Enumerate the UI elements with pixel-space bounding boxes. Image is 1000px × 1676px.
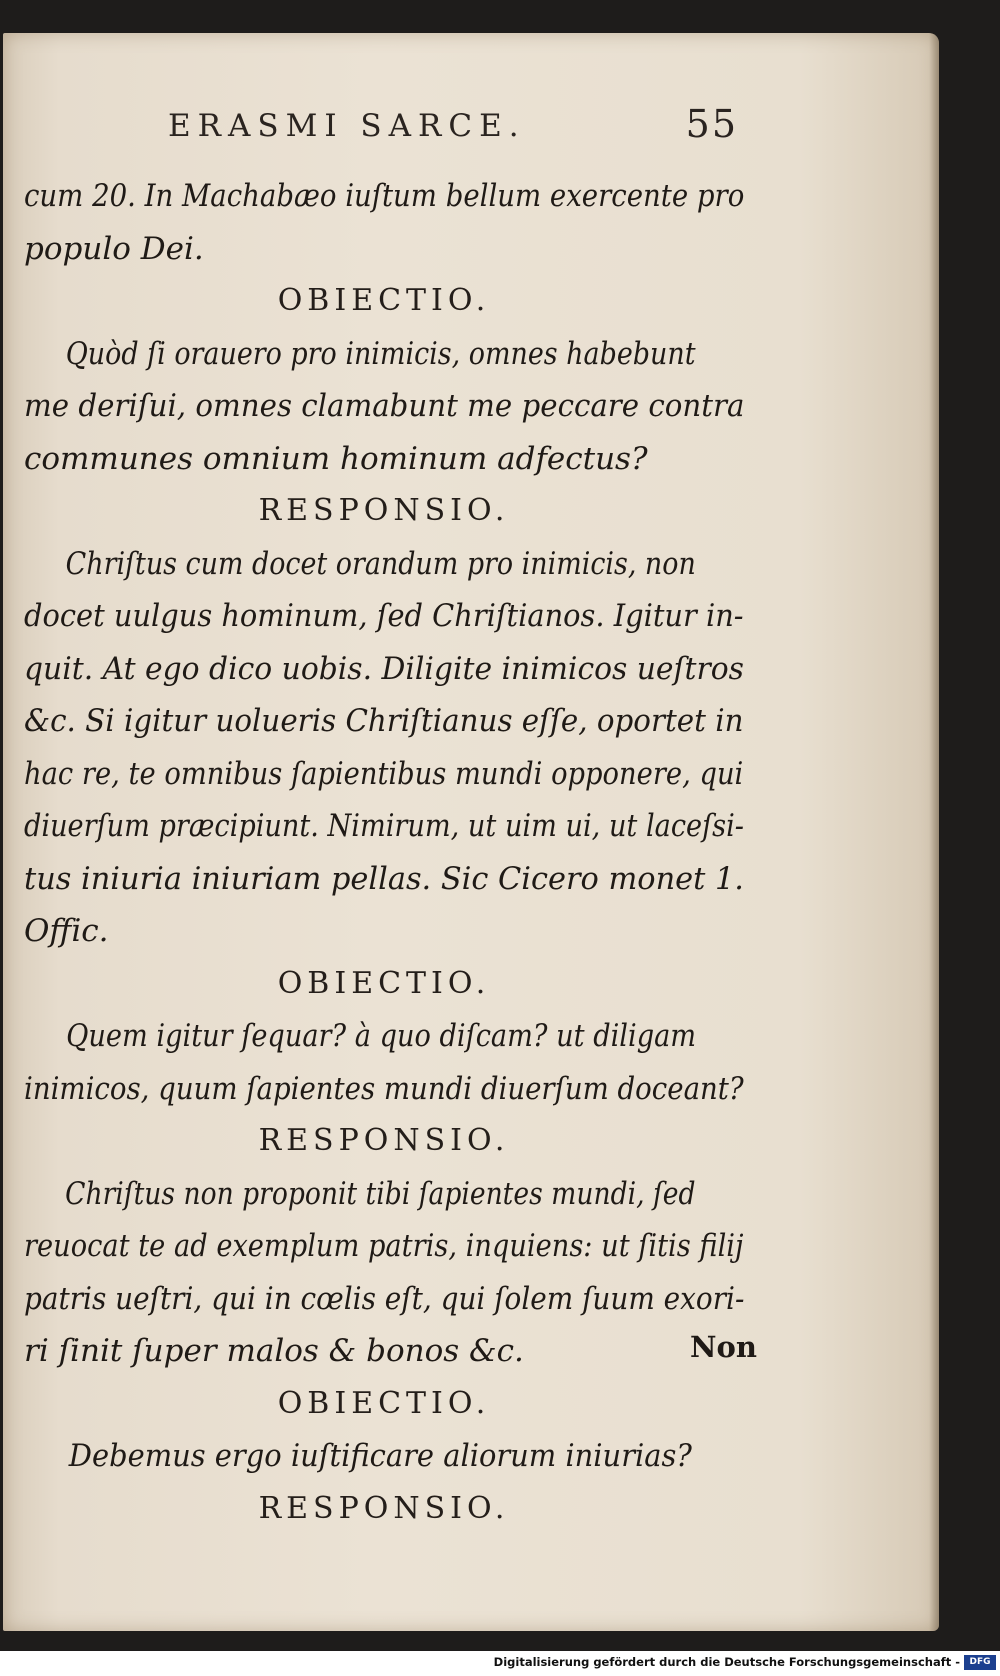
- text-line: cum 20. In Machabæo iuſtum bellum exercente pro: [24, 178, 745, 214]
- text-line: inimicos, quum ſapientes mundi diuerſum doceant?: [24, 1070, 744, 1107]
- text-line: reuocat te ad exemplum patris, inquiens: ut ſitis filij: [24, 1228, 744, 1264]
- text-line: tus iniuria iniuriam pellas. Sic Cicero monet 1.: [24, 860, 744, 897]
- text-line: diuerſum præcipiunt. Nimirum, ut uim ui, ut laceſsi-: [24, 808, 744, 844]
- text-line: Quem igitur ſequar? à quo diſcam? ut diligam: [66, 1018, 697, 1054]
- text-line: hac re, te omnibus ſapientibus mundi opponere, qui: [24, 755, 744, 792]
- section-heading: OBIECTIO.: [277, 1385, 491, 1421]
- text-line: patris ueſtri, qui in cœlis eſt, qui ſolem ſuum exori-: [24, 1280, 745, 1317]
- section-heading: RESPONSIO.: [258, 1490, 510, 1526]
- page-number: 55: [685, 102, 738, 146]
- section-heading: OBIECTIO.: [277, 965, 491, 1001]
- page-header: [168, 102, 738, 158]
- text-line: &c. Si igitur uolueris Chriſtianus eſſe, oportet in: [24, 703, 744, 739]
- text-line: Offic.: [24, 913, 109, 949]
- text-line: communes omnium hominum adfectus?: [24, 440, 648, 477]
- text-line: Chriſtus cum docet orandum pro inimicis, non: [65, 545, 696, 582]
- text-line: Quòd ſi orauero pro inimicis, omnes habebunt: [65, 335, 696, 372]
- section-heading: RESPONSIO.: [258, 1123, 510, 1158]
- text-line: populo Dei.: [24, 230, 204, 267]
- text-line: me deriſui, omnes clamabunt me peccare contra: [24, 388, 745, 424]
- section-heading: RESPONSIO.: [258, 493, 510, 528]
- running-title: ERASMI SARCE.: [168, 108, 526, 144]
- text-line: Chriſtus non proponit tibi ſapientes mundi, ſed: [65, 1175, 696, 1212]
- catchword: Non: [690, 1330, 757, 1364]
- text-line: ri ſinit ſuper malos & bonos &c.: [24, 1333, 524, 1369]
- dfg-logo-icon: DFG: [964, 1655, 996, 1670]
- footer-credit: Digitalisierung gefördert durch die Deutsche Forschungsgemeinschaft -: [493, 1655, 960, 1669]
- body-text: [24, 170, 744, 1535]
- digitization-footer: [0, 1651, 1000, 1676]
- section-heading: OBIECTIO.: [277, 283, 491, 318]
- text-line: docet uulgus hominum, ſed Chriſtianos. Igitur in-: [24, 598, 744, 634]
- text-line: quit. At ego dico uobis. Diligite inimicos ueſtros: [24, 650, 744, 687]
- text-line: Debemus ergo iuſtificare aliorum iniurias?: [68, 1438, 692, 1474]
- page-edge-shadow: [929, 33, 939, 1631]
